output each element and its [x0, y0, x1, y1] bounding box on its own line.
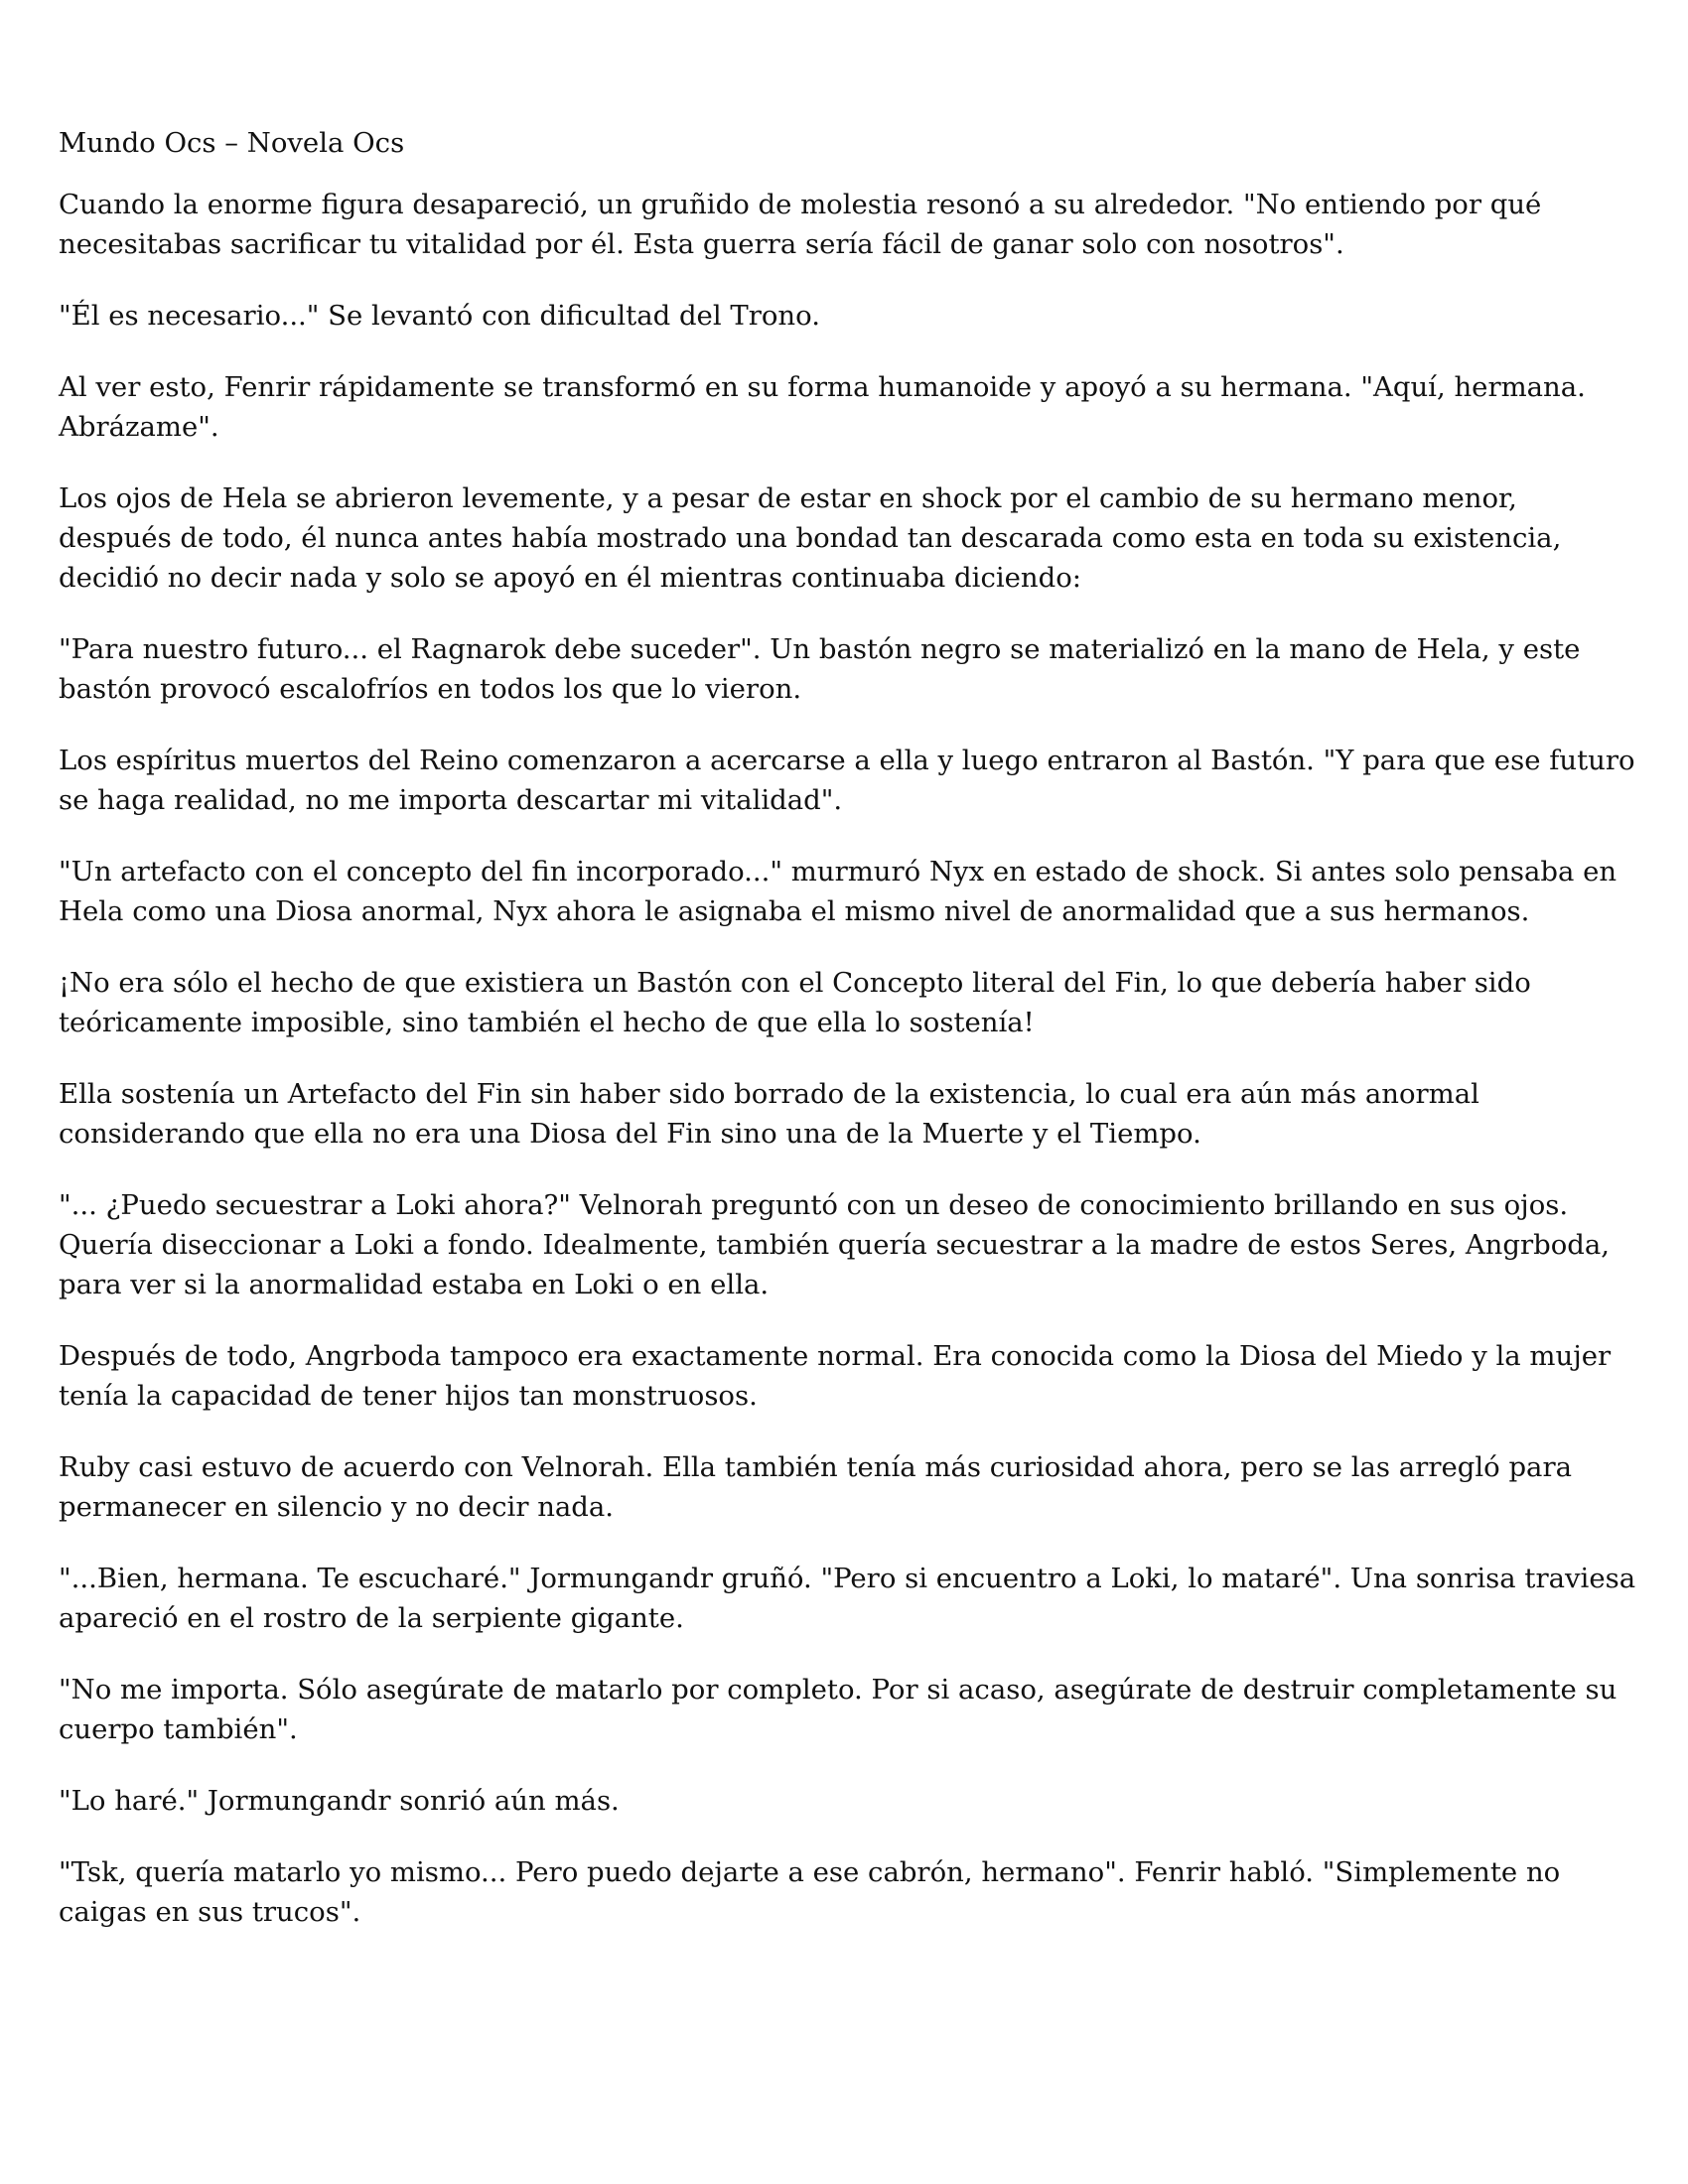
paragraph: "Tsk, quería matarlo yo mismo... Pero puedo dejarte a ese cabrón, hermano". Fenrir habló. "Simplemente no caigas en sus trucos".	[59, 1856, 1561, 1928]
paragraph: "Él es necesario..." Se levantó con dificultad del Trono.	[59, 300, 820, 332]
paragraph: "Para nuestro futuro... el Ragnarok debe suceder". Un bastón negro se materializó en la mano de Hela, y este bastón provocó escalofríos en todos los que lo vieron.	[59, 633, 1581, 705]
document-page	[59, 123, 1637, 1964]
paragraph: Al ver esto, Fenrir rápidamente se transformó en su forma humanoide y apoyó a su hermana. "Aquí, hermana. Abrázame".	[59, 371, 1586, 443]
paragraph: "Lo haré." Jormungandr sonrió aún más.	[59, 1785, 620, 1817]
paragraph: "Un artefacto con el concepto del fin incorporado..." murmuró Nyx en estado de shock. Si antes solo pensaba en Hela como una Diosa anormal, Nyx ahora le asignaba el mismo nivel de anormalidad que a sus hermanos.	[59, 856, 1618, 927]
paragraph: Los espíritus muertos del Reino comenzaron a acercarse a ella y luego entraron al Bastón. "Y para que ese futuro se haga realidad, no me importa descartar mi vitalidad".	[59, 745, 1635, 816]
paragraph: ¡No era sólo el hecho de que existiera un Bastón con el Concepto literal del Fin, lo que debería haber sido teóricamente imposible, sino también el hecho de que ella lo sostenía!	[59, 967, 1531, 1038]
paragraph: Cuando la enorme figura desapareció, un gruñido de molestia resonó a su alrededor. "No entiendo por qué necesitabas sacrificar tu vitalidad por él. Esta guerra sería fácil de ganar solo con nosotros".	[59, 189, 1542, 260]
document-header: Mundo Ocs – Novela Ocs	[59, 127, 405, 159]
paragraph: Ella sostenía un Artefacto del Fin sin haber sido borrado de la existencia, lo cual era aún más anormal considerando que ella no era una Diosa del Fin sino una de la Muerte y el Tiempo.	[59, 1078, 1479, 1150]
paragraph: "No me importa. Sólo asegúrate de matarlo por completo. Por si acaso, asegúrate de destruir completamente su cuerpo también".	[59, 1674, 1618, 1745]
paragraph: "... ¿Puedo secuestrar a Loki ahora?" Velnorah preguntó con un deseo de conocimiento brillando en sus ojos. Quería diseccionar a Loki a fondo. Idealmente, también quería secuestrar a la madre de estos Seres, Angrboda, para ver si la anormalidad estaba en Loki o en ella.	[59, 1189, 1611, 1300]
paragraph: Después de todo, Angrboda tampoco era exactamente normal. Era conocida como la Diosa del Miedo y la mujer tenía la capacidad de tener hijos tan monstruosos.	[59, 1340, 1612, 1412]
paragraph: Los ojos de Hela se abrieron levemente, y a pesar de estar en shock por el cambio de su hermano menor, después de todo, él nunca antes había mostrado una bondad tan descarada como esta en toda su existencia, decidió no decir nada y solo se apoyó en él mientras continuaba diciendo:	[59, 482, 1562, 594]
paragraph: Ruby casi estuvo de acuerdo con Velnorah. Ella también tenía más curiosidad ahora, pero se las arregló para permanecer en silencio y no decir nada.	[59, 1451, 1572, 1523]
paragraph: "...Bien, hermana. Te escucharé." Jormungandr gruñó. "Pero si encuentro a Loki, lo mataré". Una sonrisa traviesa apareció en el rostro de la serpiente gigante.	[59, 1563, 1636, 1634]
